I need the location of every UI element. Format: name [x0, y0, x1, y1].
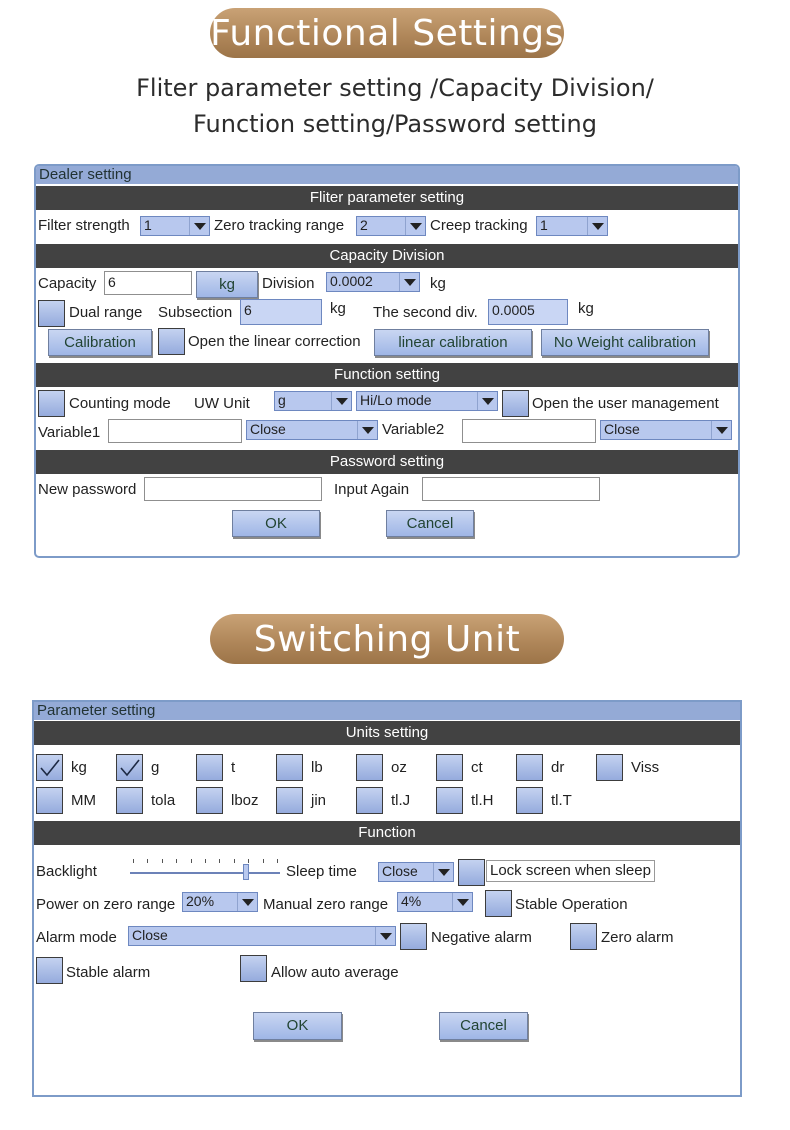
input-again-label: Input Again: [334, 481, 410, 498]
lock-screen-label: Lock screen when sleep: [486, 860, 655, 882]
input-again-input[interactable]: [422, 477, 600, 501]
unit-label: g: [151, 759, 160, 776]
slider-tick: [263, 859, 264, 863]
auto-average-checkbox[interactable]: [240, 955, 267, 982]
ok-button[interactable]: OK: [232, 510, 320, 537]
stable-alarm-checkbox[interactable]: [36, 957, 63, 984]
unit-label: oz: [391, 759, 407, 776]
unit-label: tl.T: [551, 792, 572, 809]
unit-checkbox-lboz[interactable]: [196, 787, 223, 814]
stable-alarm-label: Stable alarm: [66, 964, 151, 981]
dual-range-checkbox[interactable]: [38, 300, 65, 327]
slider-tick: [191, 859, 192, 863]
linear-correction-label: Open the linear correction: [188, 333, 361, 350]
chevron-down-icon: [452, 893, 472, 911]
zero-tracking-select[interactable]: 2: [356, 216, 426, 236]
slider-tick: [248, 859, 249, 863]
chevron-down-icon: [399, 273, 419, 291]
power-on-zero-select[interactable]: 20%: [182, 892, 258, 912]
capacity-header: Capacity Division: [36, 244, 738, 268]
second-div-label: The second div.: [373, 304, 478, 321]
filter-strength-select[interactable]: 1: [140, 216, 210, 236]
unit-label: MM: [71, 792, 96, 809]
backlight-label: Backlight: [36, 863, 97, 880]
division-select[interactable]: 0.0002: [326, 272, 420, 292]
unit-checkbox-ct[interactable]: [436, 754, 463, 781]
hilo-mode-select[interactable]: Hi/Lo mode: [356, 391, 498, 411]
sleep-time-select[interactable]: Close: [378, 862, 454, 882]
second-div-unit: kg: [578, 300, 594, 317]
capacity-label: Capacity: [38, 275, 97, 292]
unit-checkbox-lb[interactable]: [276, 754, 303, 781]
subsection-label: Subsection: [158, 304, 233, 321]
chevron-down-icon: [357, 421, 377, 439]
alarm-mode-label: Alarm mode: [36, 929, 117, 946]
manual-zero-select[interactable]: 4%: [397, 892, 473, 912]
unit-label: lb: [311, 759, 323, 776]
capacity-input[interactable]: 6: [104, 271, 192, 295]
unit-label: t: [231, 759, 236, 776]
unit-label: jin: [311, 792, 327, 809]
unit-checkbox-jin[interactable]: [276, 787, 303, 814]
calibration-button[interactable]: Calibration: [48, 329, 152, 356]
parameter-setting-panel: [32, 700, 742, 1097]
panel-title: Parameter setting: [34, 702, 740, 720]
unit-label: Viss: [631, 759, 660, 776]
division-unit: kg: [430, 275, 446, 292]
slider-tick: [162, 859, 163, 863]
linear-correction-checkbox[interactable]: [158, 328, 185, 355]
checkmark-icon: [119, 757, 141, 779]
checkmark-icon: [39, 757, 61, 779]
password-header: Password setting: [36, 450, 738, 474]
new-password-input[interactable]: [144, 477, 322, 501]
chevron-down-icon: [433, 863, 453, 881]
user-management-checkbox[interactable]: [502, 390, 529, 417]
units-setting-header: Units setting: [34, 721, 740, 745]
unit-label: tola: [151, 792, 176, 809]
unit-kg-button[interactable]: kg: [196, 271, 258, 298]
variable1-select[interactable]: Close: [246, 420, 378, 440]
sleep-time-label: Sleep time: [286, 863, 357, 880]
chevron-down-icon: [237, 893, 257, 911]
second-div-input[interactable]: 0.0005: [488, 299, 568, 325]
zero-alarm-checkbox[interactable]: [570, 923, 597, 950]
variable2-label: Variable2: [382, 421, 445, 438]
uw-unit-label: UW Unit: [194, 395, 250, 412]
chevron-down-icon: [189, 217, 209, 235]
unit-label: dr: [551, 759, 565, 776]
unit-checkbox-mm[interactable]: [36, 787, 63, 814]
unit-label: tl.J: [391, 792, 411, 809]
creep-tracking-select[interactable]: 1: [536, 216, 608, 236]
unit-checkbox-viss[interactable]: [596, 754, 623, 781]
counting-mode-checkbox[interactable]: [38, 390, 65, 417]
panel-title: Dealer setting: [36, 166, 738, 184]
unit-label: ct: [471, 759, 483, 776]
switching-unit-banner: Switching Unit: [210, 614, 564, 664]
lock-screen-checkbox[interactable]: [458, 859, 485, 886]
unit-checkbox-tola[interactable]: [116, 787, 143, 814]
subtitle-line-1: Fliter parameter setting /Capacity Division/: [136, 74, 654, 102]
negative-alarm-checkbox[interactable]: [400, 923, 427, 950]
negative-alarm-label: Negative alarm: [431, 929, 532, 946]
chevron-down-icon: [405, 217, 425, 235]
unit-checkbox-tlt[interactable]: [516, 787, 543, 814]
uw-unit-select[interactable]: g: [274, 391, 352, 411]
function-setting-header: Function setting: [36, 363, 738, 387]
zero-tracking-label: Zero tracking range: [214, 217, 345, 234]
dual-range-label: Dual range: [69, 304, 143, 321]
user-management-label: Open the user management: [532, 395, 719, 412]
alarm-mode-select[interactable]: Close: [128, 926, 396, 946]
slider-tick: [205, 859, 206, 863]
chevron-down-icon: [331, 392, 351, 410]
variable1-input[interactable]: [108, 419, 242, 443]
slider-tick: [234, 859, 235, 863]
chevron-down-icon: [477, 392, 497, 410]
slider-tick: [277, 859, 278, 863]
subsection-input[interactable]: 6: [240, 299, 322, 325]
counting-mode-label: Counting mode: [69, 395, 171, 412]
manual-zero-label: Manual zero range: [263, 896, 389, 913]
subtitle-line-2: Function setting/Password setting: [193, 110, 597, 138]
slider-track: [130, 872, 280, 874]
chevron-down-icon: [587, 217, 607, 235]
slider-thumb[interactable]: [243, 864, 249, 880]
chevron-down-icon: [375, 927, 395, 945]
variable2-select[interactable]: Close: [600, 420, 732, 440]
unit-label: lboz: [231, 792, 259, 809]
slider-tick: [176, 859, 177, 863]
linear-calibration-button[interactable]: linear calibration: [374, 329, 532, 356]
unit-label: tl.H: [471, 792, 494, 809]
unit-checkbox-tlj[interactable]: [356, 787, 383, 814]
no-weight-calibration-button[interactable]: No Weight calibration: [541, 329, 709, 356]
subsection-unit: kg: [330, 300, 346, 317]
variable1-label: Variable1: [38, 424, 101, 441]
unit-label: kg: [71, 759, 87, 776]
unit-checkbox-dr[interactable]: [516, 754, 543, 781]
unit-checkbox-oz[interactable]: [356, 754, 383, 781]
unit-checkbox-g[interactable]: [116, 754, 143, 781]
division-label: Division: [262, 275, 315, 292]
cancel-button[interactable]: Cancel: [386, 510, 474, 537]
functional-settings-banner: Functional Settings: [210, 8, 564, 58]
creep-tracking-label: Creep tracking: [430, 217, 528, 234]
unit-checkbox-kg[interactable]: [36, 754, 63, 781]
variable2-input[interactable]: [462, 419, 596, 443]
slider-tick: [219, 859, 220, 863]
unit-checkbox-tlh[interactable]: [436, 787, 463, 814]
stable-operation-checkbox[interactable]: [485, 890, 512, 917]
slider-tick: [133, 859, 134, 863]
slider-tick: [147, 859, 148, 863]
zero-alarm-label: Zero alarm: [601, 929, 674, 946]
ok-button[interactable]: OK: [253, 1012, 342, 1040]
cancel-button[interactable]: Cancel: [439, 1012, 528, 1040]
auto-average-label: Allow auto average: [271, 964, 399, 981]
dealer-setting-panel: [34, 164, 740, 558]
function-header: Function: [34, 821, 740, 845]
chevron-down-icon: [711, 421, 731, 439]
power-on-zero-label: Power on zero range: [36, 896, 176, 913]
unit-checkbox-t[interactable]: [196, 754, 223, 781]
new-password-label: New password: [38, 481, 137, 498]
filter-strength-label: Filter strength: [38, 217, 130, 234]
filter-header: Fliter parameter setting: [36, 186, 738, 210]
stable-operation-label: Stable Operation: [515, 896, 628, 913]
